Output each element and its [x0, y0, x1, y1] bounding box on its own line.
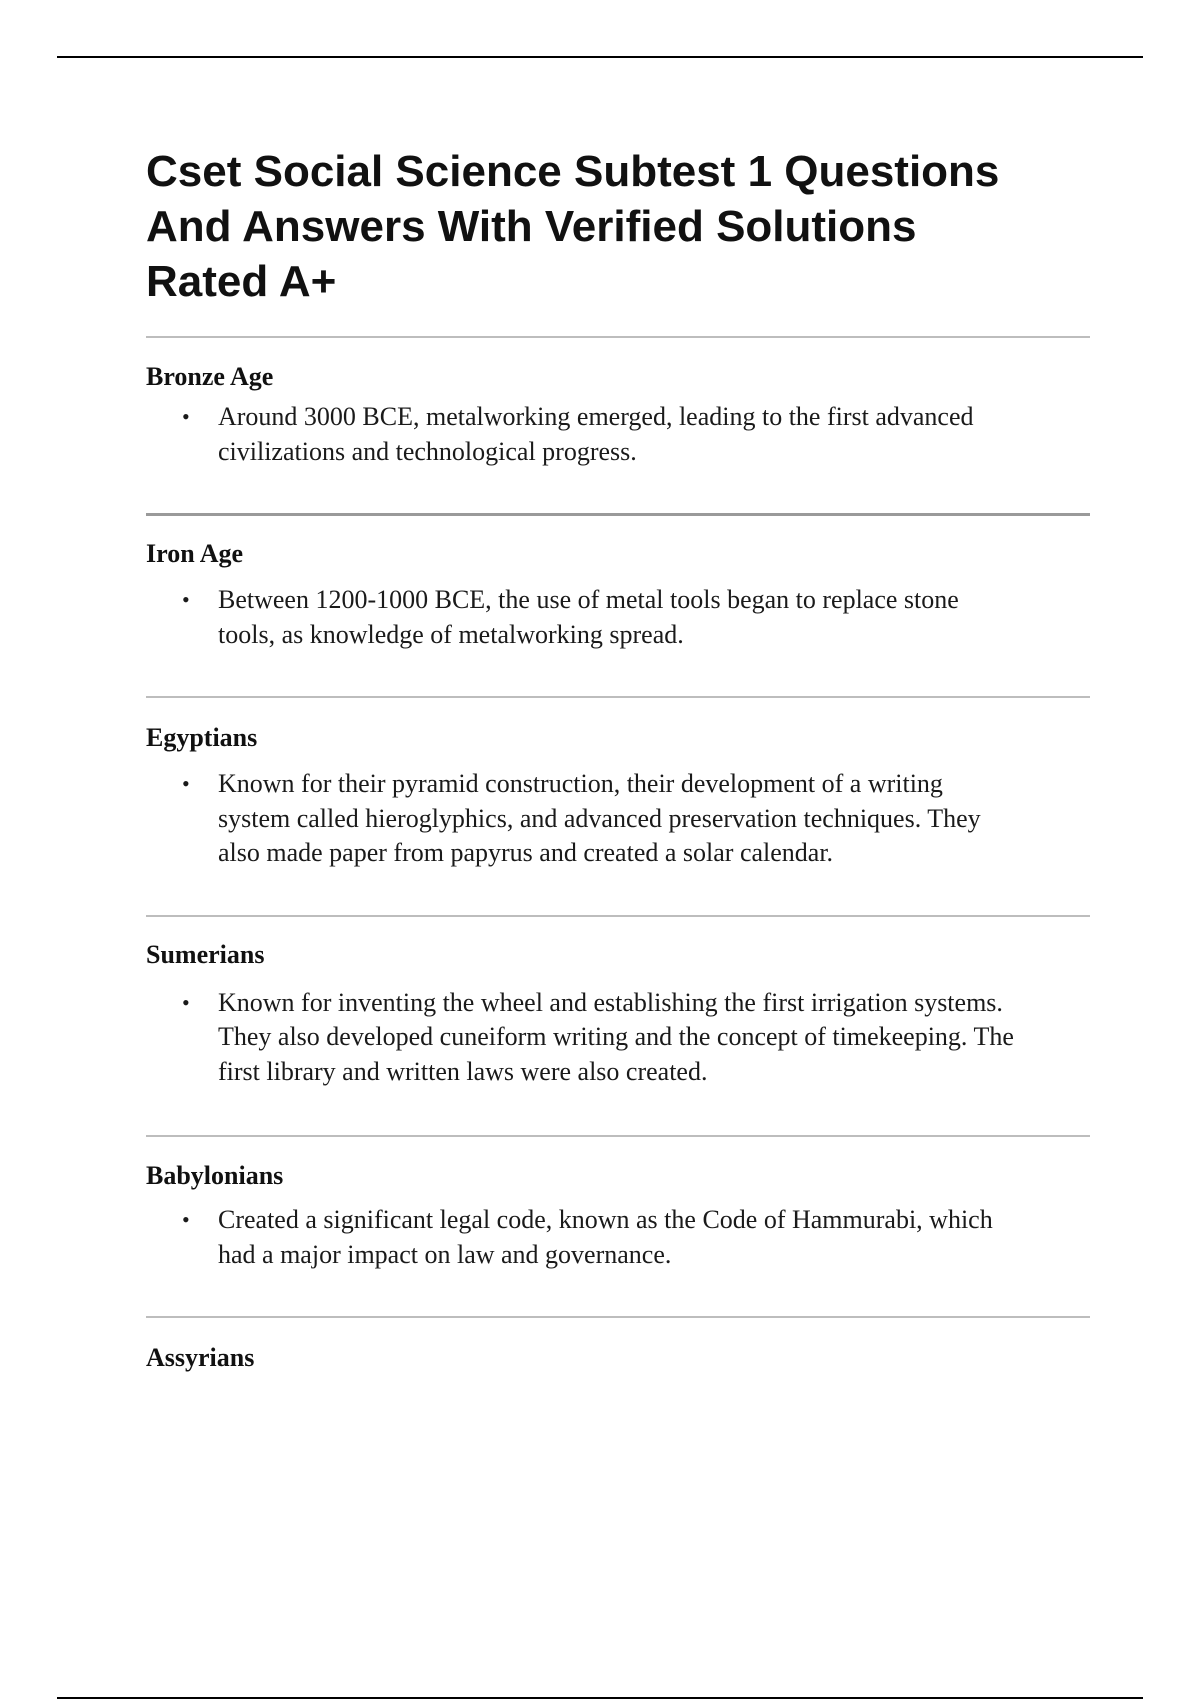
section-divider: [146, 915, 1090, 917]
document-title: [146, 144, 1090, 309]
definition-list: [146, 986, 1090, 1090]
definition-line: Known for their pyramid construction, their development of a writing: [218, 769, 943, 798]
definition-list: [146, 400, 1090, 469]
bullet-icon: •: [182, 989, 190, 1015]
definition-line: had a major impact on law and governance.: [218, 1239, 672, 1269]
term-heading: Assyrians: [146, 1343, 255, 1372]
definition-line: Between 1200-1000 BCE, the use of metal tools began to replace stone: [218, 585, 959, 614]
definition-line: Known for inventing the wheel and establishing the first irrigation systems.: [218, 987, 1003, 1017]
definition-line: They also developed cuneiform writing and the concept of timekeeping. The: [218, 1022, 1014, 1051]
term-heading: Babylonians: [146, 1161, 284, 1190]
definition-item: [146, 1203, 1090, 1272]
bullet-icon: •: [182, 1207, 190, 1232]
bullet-icon: •: [182, 771, 190, 796]
section-divider: [146, 1316, 1090, 1318]
title-line-1: Cset Social Science Subtest 1 Questions: [146, 147, 1000, 196]
section-egyptians: [146, 723, 1090, 871]
title-line-3: Rated A+: [146, 257, 337, 306]
definition-line: first library and written laws were also created.: [218, 1056, 708, 1086]
term-heading: Iron Age: [146, 539, 244, 568]
section-divider: [146, 513, 1090, 516]
section-iron-age: [146, 539, 1090, 652]
section-divider: [146, 1135, 1090, 1137]
section-divider: [146, 696, 1090, 698]
definition-line: tools, as knowledge of metalworking spread.: [218, 619, 684, 649]
definition-line: system called hieroglyphics, and advanced preservation techniques. They: [218, 803, 981, 833]
definition-item: [146, 767, 1090, 871]
section-sumerians: [146, 940, 1090, 1090]
page-top-rule: [57, 56, 1143, 58]
document-body: [146, 144, 1090, 1373]
bullet-icon: •: [182, 404, 190, 429]
definition-list: [146, 1203, 1090, 1272]
section-bronze-age: [146, 362, 1090, 469]
definition-list: [146, 583, 1090, 652]
definition-list: [146, 767, 1090, 871]
term-heading: Egyptians: [146, 723, 258, 752]
definition-item: [146, 583, 1090, 652]
term-heading: Sumerians: [146, 939, 265, 969]
definition-line: Around 3000 BCE, metalworking emerged, leading to the first advanced: [218, 402, 974, 431]
definition-item: [146, 986, 1090, 1090]
definition-line: also made paper from papyrus and created a solar calendar.: [218, 838, 834, 867]
definition-line: Created a significant legal code, known as the Code of Hammurabi, which: [218, 1205, 993, 1234]
term-heading: Bronze Age: [146, 362, 274, 391]
definition-item: [146, 400, 1090, 469]
definition-line: civilizations and technological progress.: [218, 436, 637, 466]
section-babylonians: [146, 1161, 1090, 1272]
title-line-2: And Answers With Verified Solutions: [146, 202, 917, 251]
bullet-icon: •: [182, 587, 190, 612]
page-bottom-rule: [57, 1697, 1143, 1699]
section-divider: [146, 336, 1090, 338]
section-assyrians: [146, 1343, 1090, 1373]
